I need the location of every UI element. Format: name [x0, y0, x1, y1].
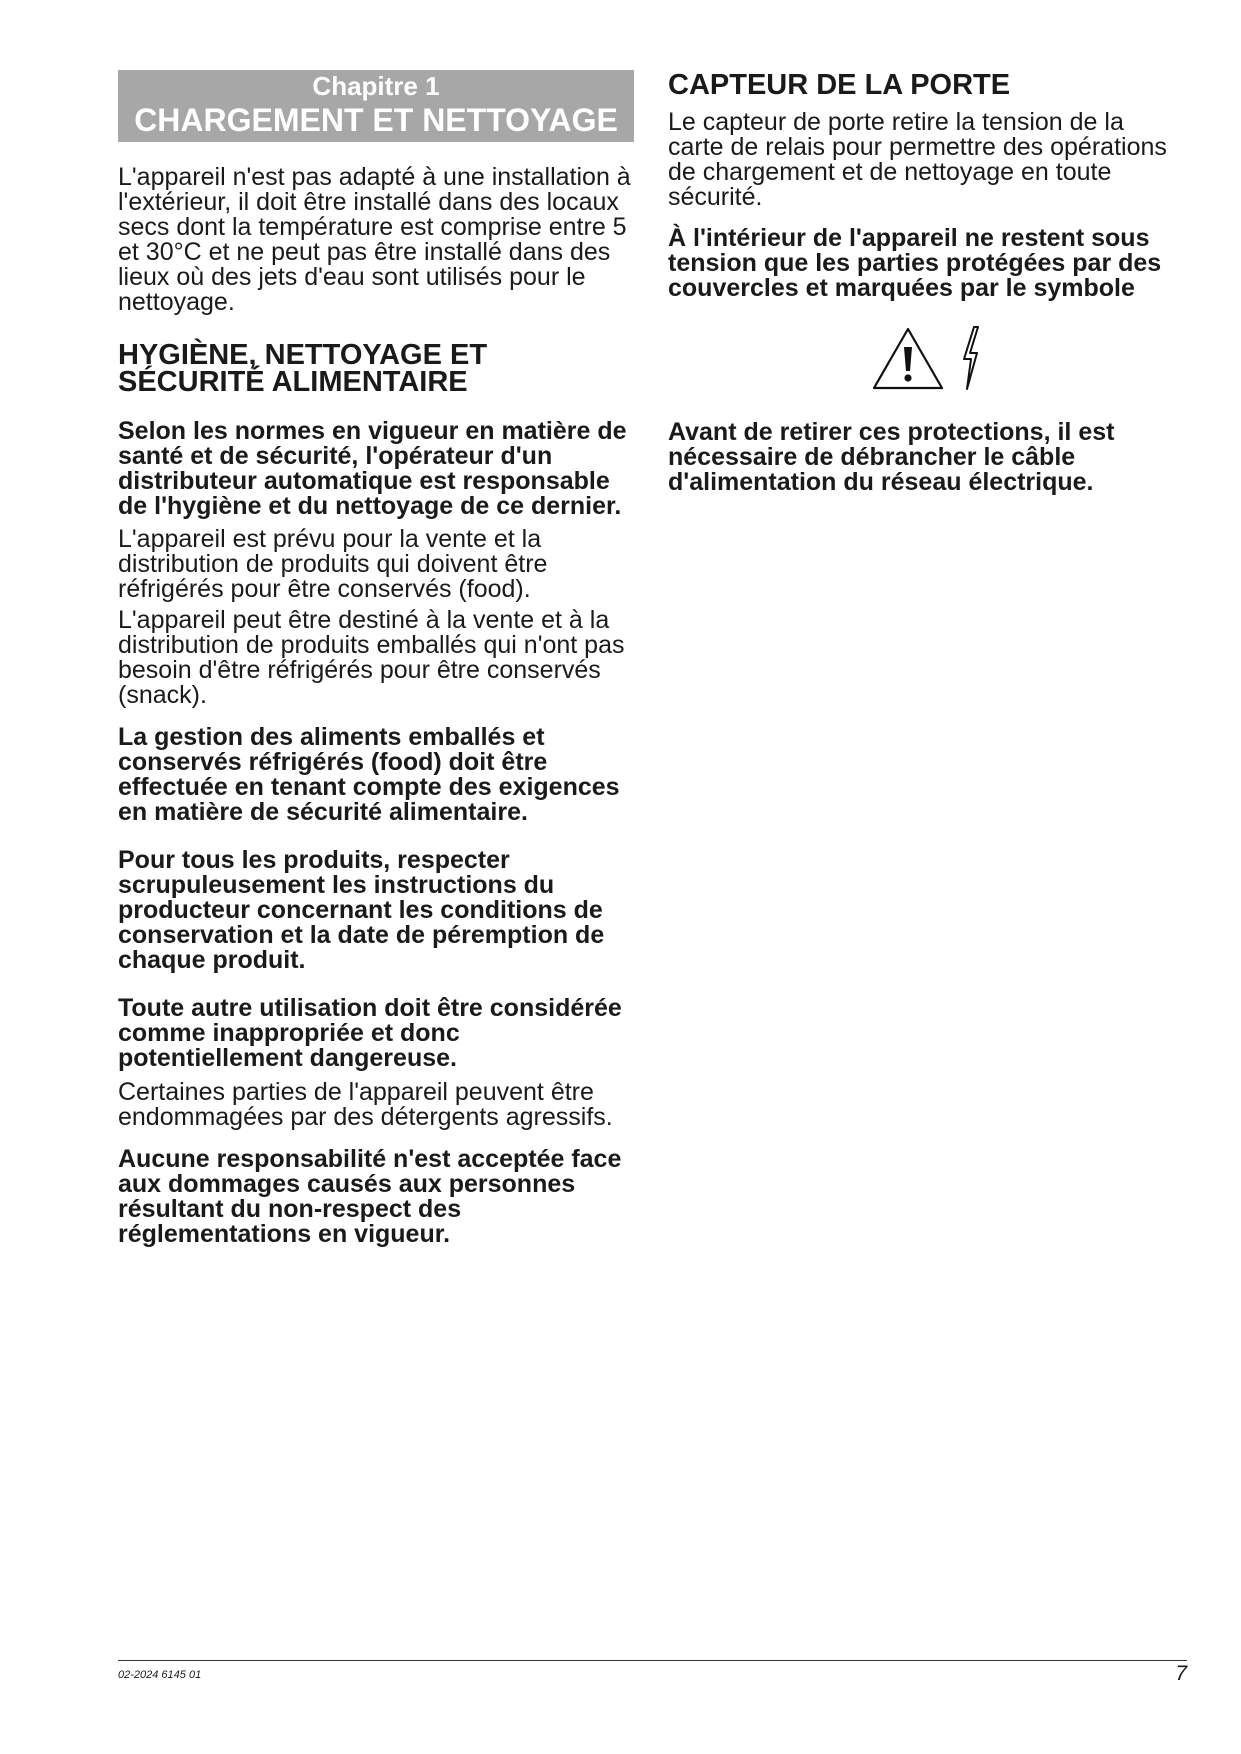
- producer-instructions-paragraph: Pour tous les produits, respecter scrupuleusement les instructions du producteur concernant les conditions de conservation et la date de péremption de chaque produit.: [118, 846, 605, 974]
- document-code: 02-2024 6145 01: [118, 1669, 202, 1681]
- live-parts-paragraph: À l'intérieur de l'appareil ne restent sous tension que les parties protégées par des couvercles et marquées par le symbole: [668, 224, 1162, 302]
- chapter-title: CHARGEMENT ET NETTOYAGE: [134, 102, 618, 138]
- lightning-bolt-icon: [959, 325, 981, 396]
- left-column: [118, 70, 634, 1247]
- hygiene-heading: HYGIÈNE, NETTOYAGE ET SÉCURITÉ ALIMENTAIRE: [118, 339, 488, 398]
- page-number: 7: [1175, 1662, 1187, 1685]
- operator-responsibility-paragraph: Selon les normes en vigueur en matière de santé et de sécurité, l'opérateur d'un distributeur automatique est responsable de l'hygiène et du nettoyage de ce dernier.: [118, 417, 627, 520]
- chapter-number: Chapitre 1: [312, 71, 440, 101]
- right-column: [668, 70, 1184, 495]
- footer-divider: [118, 1660, 1187, 1661]
- disconnect-warning-paragraph: Avant de retirer ces protections, il est nécessaire de débrancher le câble d'alimentation du réseau électrique.: [668, 418, 1115, 496]
- liability-paragraph: Aucune responsabilité n'est acceptée face aux dommages causés aux personnes résultant du non-respect des réglementations en vigueur.: [118, 1145, 622, 1248]
- warning-triangle-icon: [871, 325, 945, 396]
- door-sensor-paragraph: Le capteur de porte retire la tension de la carte de relais pour permettre des opérations de chargement et de nettoyage en toute sécurité.: [668, 108, 1167, 211]
- intro-paragraph: L'appareil n'est pas adapté à une installation à l'extérieur, il doit être installé dans des locaux secs dont la température est comprise entre 5 et 30°C et ne peut pas être installé dans des lieux où des jets d'eau sont utilisés pour le nettoyage.: [118, 163, 631, 316]
- improper-use-paragraph: Toute autre utilisation doit être considérée comme inappropriée et donc potentiellement dangereuse.: [118, 994, 622, 1072]
- snack-products-paragraph: L'appareil peut être destiné à la vente et à la distribution de produits emballés qui n'ont pas besoin d'être réfrigérés pour être conservés (snack).: [118, 606, 625, 709]
- voltage-symbol: [668, 325, 1184, 396]
- detergent-warning-paragraph: Certaines parties de l'appareil peuvent être endommagées par des détergents agressifs.: [118, 1078, 613, 1131]
- chapter-banner: [118, 70, 634, 142]
- food-safety-paragraph: La gestion des aliments emballés et conservés réfrigérés (food) doit être effectuée en tenant compte des exigences en matière de sécurité alimentaire.: [118, 723, 620, 826]
- food-products-paragraph: L'appareil est prévu pour la vente et la distribution de produits qui doivent être réfrigérés pour être conservés (food).: [118, 525, 548, 603]
- door-sensor-heading: CAPTEUR DE LA PORTE: [668, 69, 1011, 101]
